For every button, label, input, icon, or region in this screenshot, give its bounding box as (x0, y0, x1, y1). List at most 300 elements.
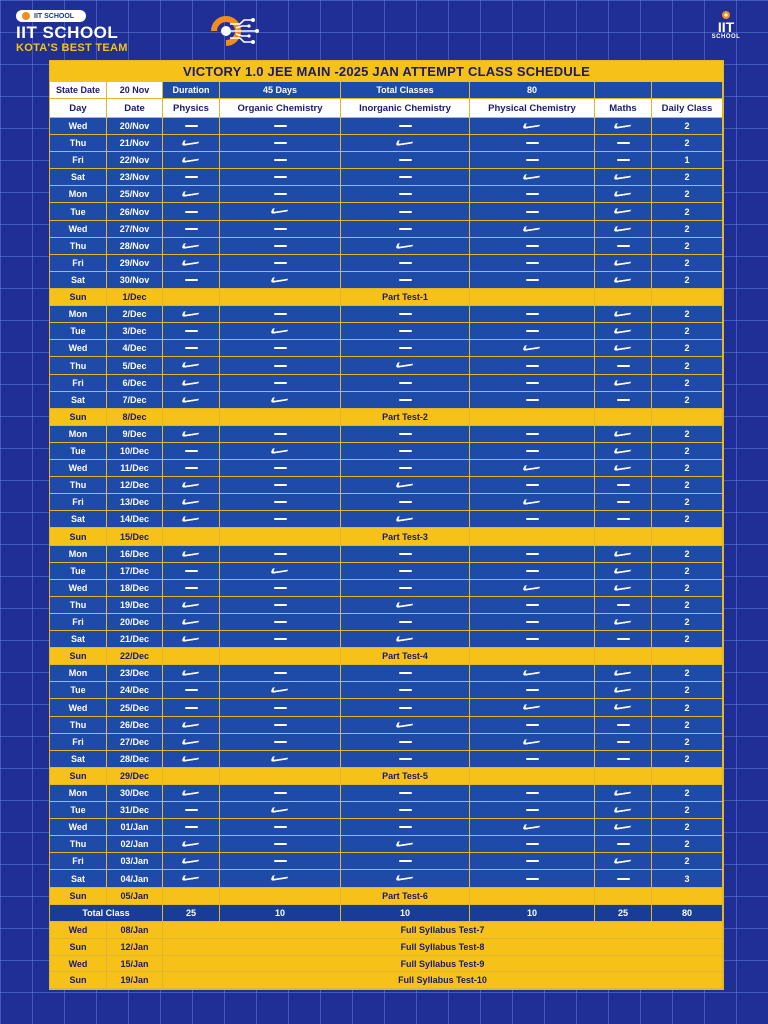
daily-class-count: 2 (652, 306, 723, 323)
blank-cell (220, 528, 341, 546)
column-header: Maths (595, 99, 652, 118)
column-header: Daily Class (652, 99, 723, 118)
column-header: Inorganic Chemistry (341, 99, 470, 118)
row-day: Tue (50, 203, 107, 221)
row-day: Wed (50, 460, 107, 477)
dash-icon (470, 306, 595, 323)
dash-icon (470, 135, 595, 152)
daily-class-count: 2 (652, 819, 723, 836)
row-date: 02/Jan (107, 836, 163, 853)
right-logo-badge-icon (720, 10, 732, 20)
row-date: 28/Nov (107, 238, 163, 255)
dash-icon (341, 494, 470, 511)
dash-icon (220, 255, 341, 272)
row-day: Sat (50, 751, 107, 768)
dash-icon (470, 426, 595, 443)
right-logo (706, 10, 746, 50)
row-day: Wed (50, 118, 107, 135)
check-icon (163, 477, 220, 494)
daily-class-count: 2 (652, 580, 723, 597)
dash-icon (163, 272, 220, 289)
row-day: Fri (50, 152, 107, 169)
dash-icon (220, 135, 341, 152)
row-day: Mon (50, 426, 107, 443)
dash-icon (341, 272, 470, 289)
dash-icon (341, 443, 470, 460)
dash-icon (595, 870, 652, 888)
row-day: Fri (50, 255, 107, 272)
row-day: Fri (50, 614, 107, 631)
row-date: 29/Dec (107, 768, 163, 785)
check-icon (220, 563, 341, 580)
dash-icon (220, 511, 341, 528)
blank-cell (163, 528, 220, 546)
check-icon (163, 357, 220, 375)
check-icon (470, 665, 595, 682)
dash-icon (470, 614, 595, 631)
daily-class-count: 2 (652, 221, 723, 238)
dash-icon (595, 631, 652, 648)
check-icon (341, 717, 470, 734)
row-day: Thu (50, 477, 107, 494)
check-icon (595, 460, 652, 477)
row-day: Mon (50, 186, 107, 203)
check-icon (595, 272, 652, 289)
check-icon (220, 392, 341, 409)
row-day: Wed (50, 922, 107, 939)
check-icon (341, 631, 470, 648)
check-icon (595, 682, 652, 699)
dash-icon (341, 580, 470, 597)
blank-cell (595, 528, 652, 546)
daily-class-count: 2 (652, 631, 723, 648)
dash-icon (341, 546, 470, 563)
daily-class-count: 2 (652, 734, 723, 751)
row-date: 13/Dec (107, 494, 163, 511)
row-day: Sat (50, 169, 107, 186)
check-icon (595, 853, 652, 870)
dash-icon (595, 597, 652, 614)
row-date: 8/Dec (107, 409, 163, 426)
row-date: 7/Dec (107, 392, 163, 409)
check-icon (341, 238, 470, 255)
row-day: Tue (50, 682, 107, 699)
dash-icon (341, 169, 470, 186)
dash-icon (341, 323, 470, 340)
check-icon (595, 203, 652, 221)
check-icon (220, 751, 341, 768)
check-icon (595, 443, 652, 460)
dash-icon (595, 477, 652, 494)
dash-icon (341, 221, 470, 238)
row-day: Sun (50, 648, 107, 665)
row-date: 23/Nov (107, 169, 163, 186)
row-date: 20/Dec (107, 614, 163, 631)
daily-class-count: 2 (652, 853, 723, 870)
dash-icon (220, 186, 341, 203)
check-icon (341, 511, 470, 528)
row-date: 31/Dec (107, 802, 163, 819)
check-icon (341, 135, 470, 152)
full-syllabus-test-label: Full Syllabus Test-8 (163, 939, 723, 956)
row-day: Fri (50, 375, 107, 392)
dash-icon (470, 255, 595, 272)
blank-cell (470, 648, 595, 665)
dash-icon (341, 802, 470, 819)
dash-icon (470, 272, 595, 289)
dash-icon (470, 152, 595, 169)
dash-icon (220, 357, 341, 375)
row-day: Sat (50, 272, 107, 289)
blank-cell (652, 768, 723, 785)
row-date: 21/Nov (107, 135, 163, 152)
dash-icon (220, 340, 341, 357)
row-day: Sun (50, 409, 107, 426)
row-date: 29/Nov (107, 255, 163, 272)
check-icon (341, 357, 470, 375)
check-icon (163, 870, 220, 888)
row-date: 15/Dec (107, 528, 163, 546)
check-icon (341, 477, 470, 494)
dash-icon (341, 819, 470, 836)
column-header: Organic Chemistry (220, 99, 341, 118)
row-day: Thu (50, 597, 107, 614)
total-class-value: 10 (470, 905, 595, 922)
row-date: 19/Jan (107, 972, 163, 989)
check-icon (163, 734, 220, 751)
daily-class-count: 2 (652, 135, 723, 152)
check-icon (470, 340, 595, 357)
check-icon (163, 152, 220, 169)
right-logo-title: IIT (717, 19, 735, 35)
check-icon (220, 443, 341, 460)
check-icon (470, 460, 595, 477)
row-date: 26/Dec (107, 717, 163, 734)
check-icon (470, 580, 595, 597)
check-icon (220, 203, 341, 221)
dash-icon (470, 802, 595, 819)
dash-icon (341, 614, 470, 631)
page-header (0, 0, 768, 58)
total-class-value: 25 (595, 905, 652, 922)
row-day: Mon (50, 306, 107, 323)
row-day: Sun (50, 972, 107, 989)
daily-class-count: 2 (652, 255, 723, 272)
column-header: Date (107, 99, 163, 118)
check-icon (470, 699, 595, 717)
daily-class-count: 2 (652, 238, 723, 255)
check-icon (163, 375, 220, 392)
blank-cell (652, 409, 723, 426)
total-class-value: 80 (652, 905, 723, 922)
check-icon (595, 665, 652, 682)
dash-icon (163, 203, 220, 221)
check-icon (163, 255, 220, 272)
check-icon (470, 221, 595, 238)
check-icon (163, 135, 220, 152)
row-date: 24/Dec (107, 682, 163, 699)
row-day: Wed (50, 819, 107, 836)
dash-icon (470, 751, 595, 768)
row-date: 25/Nov (107, 186, 163, 203)
column-header: Day (50, 99, 107, 118)
row-date: 3/Dec (107, 323, 163, 340)
dash-icon (341, 853, 470, 870)
daily-class-count: 2 (652, 494, 723, 511)
row-day: Wed (50, 580, 107, 597)
blank-cell (163, 409, 220, 426)
check-icon (163, 186, 220, 203)
row-day: Sat (50, 870, 107, 888)
check-icon (595, 699, 652, 717)
row-date: 05/Jan (107, 888, 163, 905)
daily-class-count: 2 (652, 682, 723, 699)
check-icon (220, 682, 341, 699)
dash-icon (341, 460, 470, 477)
row-day: Tue (50, 563, 107, 580)
dash-icon (163, 169, 220, 186)
daily-class-count: 2 (652, 751, 723, 768)
check-icon (163, 306, 220, 323)
row-date: 30/Nov (107, 272, 163, 289)
row-date: 28/Dec (107, 751, 163, 768)
brand-block (16, 10, 128, 54)
row-date: 03/Jan (107, 853, 163, 870)
blank-cell (220, 289, 341, 306)
full-syllabus-test-label: Full Syllabus Test-9 (163, 956, 723, 972)
dash-icon (220, 477, 341, 494)
daily-class-count: 1 (652, 152, 723, 169)
dash-icon (595, 751, 652, 768)
dash-icon (220, 785, 341, 802)
daily-class-count: 2 (652, 426, 723, 443)
check-icon (220, 323, 341, 340)
column-header: Physics (163, 99, 220, 118)
dash-icon (220, 699, 341, 717)
daily-class-count: 2 (652, 511, 723, 528)
dash-icon (163, 682, 220, 699)
row-day: Wed (50, 221, 107, 238)
dash-icon (163, 460, 220, 477)
dash-icon (220, 665, 341, 682)
row-day: Wed (50, 340, 107, 357)
daily-class-count: 2 (652, 802, 723, 819)
row-day: Sun (50, 939, 107, 956)
daily-class-count: 2 (652, 836, 723, 853)
dash-icon (595, 357, 652, 375)
blank-cell (163, 289, 220, 306)
row-date: 19/Dec (107, 597, 163, 614)
check-icon (163, 631, 220, 648)
dash-icon (595, 135, 652, 152)
dash-icon (341, 665, 470, 682)
dash-icon (595, 836, 652, 853)
check-icon (595, 802, 652, 819)
check-icon (163, 853, 220, 870)
check-icon (163, 785, 220, 802)
check-icon (163, 426, 220, 443)
dash-icon (470, 597, 595, 614)
part-test-label: Part Test-1 (341, 289, 470, 306)
dash-icon (595, 511, 652, 528)
daily-class-count: 2 (652, 563, 723, 580)
circuit-logo-icon (200, 12, 264, 50)
dash-icon (341, 699, 470, 717)
brand-dot-icon (22, 12, 30, 20)
dash-icon (470, 203, 595, 221)
blank-cell (163, 888, 220, 905)
dash-icon (220, 597, 341, 614)
dash-icon (341, 734, 470, 751)
dash-icon (220, 819, 341, 836)
full-syllabus-test-label: Full Syllabus Test-10 (163, 972, 723, 989)
row-date: 27/Nov (107, 221, 163, 238)
brand-small-logo (16, 10, 86, 22)
total-class-value: 25 (163, 905, 220, 922)
daily-class-count: 2 (652, 546, 723, 563)
dash-icon (220, 631, 341, 648)
check-icon (220, 802, 341, 819)
row-date: 2/Dec (107, 306, 163, 323)
check-icon (595, 255, 652, 272)
check-icon (595, 323, 652, 340)
blank-cell (470, 289, 595, 306)
dash-icon (220, 546, 341, 563)
daily-class-count: 2 (652, 323, 723, 340)
row-day: Thu (50, 238, 107, 255)
row-date: 26/Nov (107, 203, 163, 221)
blank-cell (652, 528, 723, 546)
dash-icon (595, 717, 652, 734)
row-day: Tue (50, 443, 107, 460)
part-test-label: Part Test-2 (341, 409, 470, 426)
daily-class-count: 2 (652, 272, 723, 289)
row-day: Tue (50, 323, 107, 340)
daily-class-count: 2 (652, 375, 723, 392)
row-day: Tue (50, 802, 107, 819)
blank-cell (220, 648, 341, 665)
dash-icon (220, 169, 341, 186)
check-icon (595, 169, 652, 186)
dash-icon (163, 118, 220, 135)
dash-icon (470, 836, 595, 853)
full-syllabus-test-label: Full Syllabus Test-7 (163, 922, 723, 939)
daily-class-count: 2 (652, 699, 723, 717)
row-date: 08/Jan (107, 922, 163, 939)
row-day: Fri (50, 853, 107, 870)
row-date: 04/Jan (107, 870, 163, 888)
row-date: 5/Dec (107, 357, 163, 375)
dash-icon (220, 614, 341, 631)
daily-class-count: 2 (652, 614, 723, 631)
dash-icon (220, 118, 341, 135)
blank-cell (595, 289, 652, 306)
part-test-label: Part Test-4 (341, 648, 470, 665)
daily-class-count: 2 (652, 477, 723, 494)
dash-icon (470, 443, 595, 460)
part-test-label: Part Test-5 (341, 768, 470, 785)
dash-icon (220, 306, 341, 323)
daily-class-count: 2 (652, 392, 723, 409)
dash-icon (163, 819, 220, 836)
check-icon (595, 221, 652, 238)
schedule-title: VICTORY 1.0 JEE MAIN -2025 JAN ATTEMPT CLASS SCHEDULE (50, 61, 723, 82)
start-date-label: State Date (50, 82, 107, 99)
check-icon (595, 819, 652, 836)
daily-class-count: 2 (652, 665, 723, 682)
check-icon (595, 340, 652, 357)
blank-cell (163, 648, 220, 665)
dash-icon (470, 186, 595, 203)
check-icon (163, 597, 220, 614)
check-icon (595, 785, 652, 802)
daily-class-count: 2 (652, 717, 723, 734)
dash-icon (163, 699, 220, 717)
dash-icon (163, 221, 220, 238)
total-classes-label: Total Classes (341, 82, 470, 99)
check-icon (595, 614, 652, 631)
dash-icon (595, 392, 652, 409)
row-day: Wed (50, 956, 107, 972)
blank-cell (652, 648, 723, 665)
row-date: 22/Dec (107, 648, 163, 665)
check-icon (470, 734, 595, 751)
blank-cell (595, 409, 652, 426)
row-date: 9/Dec (107, 426, 163, 443)
dash-icon (341, 426, 470, 443)
row-date: 12/Jan (107, 939, 163, 956)
check-icon (220, 272, 341, 289)
check-icon (595, 426, 652, 443)
dash-icon (595, 152, 652, 169)
check-icon (163, 392, 220, 409)
dash-icon (595, 494, 652, 511)
check-icon (341, 870, 470, 888)
dash-icon (220, 238, 341, 255)
daily-class-count: 2 (652, 357, 723, 375)
dash-icon (470, 392, 595, 409)
dash-icon (341, 751, 470, 768)
blank-cell (220, 409, 341, 426)
check-icon (341, 597, 470, 614)
dash-icon (341, 340, 470, 357)
row-date: 1/Dec (107, 289, 163, 306)
blank-cell (220, 888, 341, 905)
dash-icon (470, 477, 595, 494)
dash-icon (220, 836, 341, 853)
row-date: 30/Dec (107, 785, 163, 802)
row-day: Fri (50, 494, 107, 511)
row-date: 15/Jan (107, 956, 163, 972)
row-date: 4/Dec (107, 340, 163, 357)
daily-class-count: 2 (652, 460, 723, 477)
row-date: 6/Dec (107, 375, 163, 392)
dash-icon (470, 785, 595, 802)
dash-icon (470, 853, 595, 870)
check-icon (163, 614, 220, 631)
daily-class-count: 2 (652, 340, 723, 357)
check-icon (595, 375, 652, 392)
dash-icon (341, 203, 470, 221)
row-day: Sat (50, 511, 107, 528)
dash-icon (341, 255, 470, 272)
dash-icon (163, 443, 220, 460)
duration-label: Duration (163, 82, 220, 99)
row-date: 14/Dec (107, 511, 163, 528)
dash-icon (163, 323, 220, 340)
blank-cell (595, 768, 652, 785)
dash-icon (470, 870, 595, 888)
